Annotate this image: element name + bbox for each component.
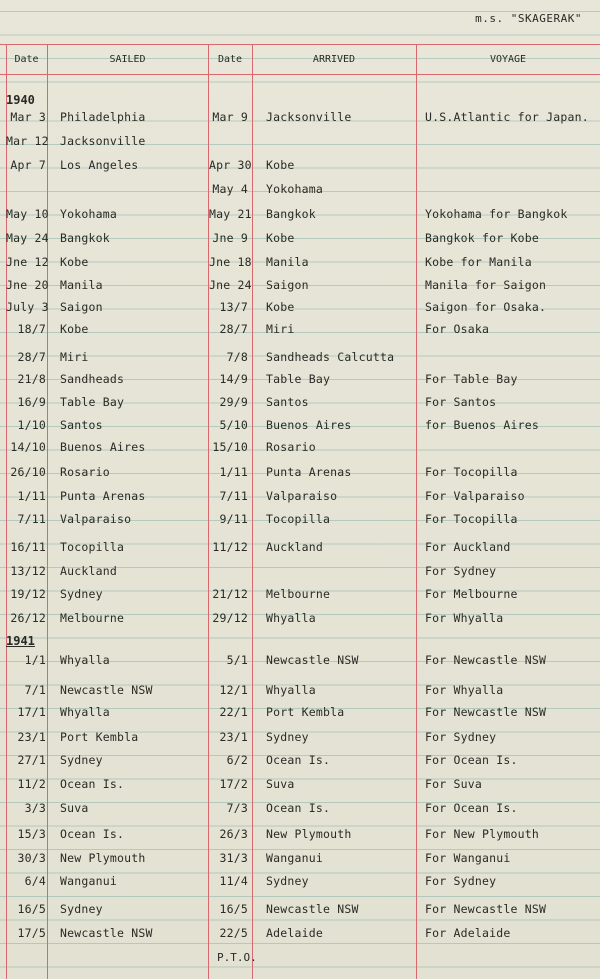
voyage-description: For Tocopilla [425,512,518,526]
sailed-port: Sydney [60,587,103,601]
arrived-port: Sydney [266,730,309,744]
voyage-description: For New Plymouth [425,827,539,841]
year-label: 1941 [6,634,35,648]
arrived-date: Mar 9 [212,110,248,124]
sailed-port: Saigon [60,300,103,314]
sailed-port: Table Bay [60,395,125,409]
arrived-date: 16/5 [219,902,248,916]
voyage-description: For Table Bay [425,372,518,386]
arrived-port: Kobe [266,300,295,314]
sailed-date: 26/12 [10,611,46,625]
sailed-port: Whyalla [60,653,110,667]
sailed-port: Newcastle NSW [60,926,153,940]
sailed-date: 3/3 [24,801,46,815]
sailed-port: Punta Arenas [60,489,146,503]
voyage-description: For Sydney [425,730,497,744]
arrived-date: 29/12 [212,611,248,625]
voyage-description: For Osaka [425,322,490,336]
voyage-description: For Newcastle NSW [425,653,547,667]
arrived-port: Whyalla [266,683,316,697]
arrived-port: Jacksonville [266,110,352,124]
sailed-port: Manila [60,278,103,292]
column-rule [416,44,417,979]
arrived-date: 14/9 [219,372,248,386]
arrived-date: 26/3 [219,827,248,841]
header-bottom-rule [0,74,600,75]
sailed-date: Mar 3 [10,110,46,124]
sailed-port: Auckland [60,564,117,578]
arrived-date: 11/12 [212,540,248,554]
arrived-port: Wanganui [266,851,323,865]
header-top-rule [0,44,600,45]
voyage-description: for Buenos Aires [425,418,539,432]
arrived-port: Saigon [266,278,309,292]
arrived-date: 28/7 [219,322,248,336]
sailed-port: Sydney [60,753,103,767]
arrived-date: 5/1 [226,653,248,667]
header-sailed: SAILED [109,54,146,65]
voyage-description: For Santos [425,395,497,409]
arrived-port: Ocean Is. [266,753,331,767]
sailed-port: Miri [60,350,89,364]
voyage-description: For Whyalla [425,683,504,697]
sailed-port: New Plymouth [60,851,146,865]
sailed-port: Wanganui [60,874,117,888]
sailed-date: 16/5 [17,902,46,916]
arrived-port: Suva [266,777,295,791]
arrived-port: Miri [266,322,295,336]
sailed-date: 23/1 [17,730,46,744]
sailed-port: Santos [60,418,103,432]
arrived-date: 15/10 [212,440,248,454]
sailed-port: Ocean Is. [60,777,125,791]
arrived-date: 5/10 [219,418,248,432]
sailed-port: Kobe [60,322,89,336]
arrived-port: Newcastle NSW [266,653,359,667]
sailed-port: Jacksonville [60,134,146,148]
voyage-description: For Newcastle NSW [425,705,547,719]
arrived-port: Buenos Aires [266,418,352,432]
arrived-date: 21/12 [212,587,248,601]
voyage-description: For Auckland [425,540,511,554]
arrived-port: Sandheads Calcutta [266,350,395,364]
arrived-date: 22/1 [219,705,248,719]
sailed-date: 7/11 [17,512,46,526]
sailed-date: 1/1 [24,653,46,667]
arrived-port: Tocopilla [266,512,331,526]
sailed-date: July 3 [6,300,49,314]
header-date-arrived: Date [217,54,243,65]
sailed-date: 17/5 [17,926,46,940]
sailed-port: Sandheads [60,372,125,386]
voyage-description: For Suva [425,777,482,791]
arrived-port: Ocean Is. [266,801,331,815]
voyage-description: For Whyalla [425,611,504,625]
sailed-port: Whyalla [60,705,110,719]
page-turn-note: P.T.O. [217,951,257,964]
sailed-date: 16/9 [17,395,46,409]
arrived-date: Jne 24 [209,278,252,292]
arrived-date: 7/11 [219,489,248,503]
sailed-port: Port Kembla [60,730,139,744]
voyage-description: For Tocopilla [425,465,518,479]
arrived-date: 22/5 [219,926,248,940]
sailed-date: 27/1 [17,753,46,767]
arrived-port: Valparaiso [266,489,338,503]
arrived-date: 12/1 [219,683,248,697]
arrived-date: 7/8 [226,350,248,364]
sailed-port: Buenos Aires [60,440,146,454]
arrived-date: Jne 9 [212,231,248,245]
voyage-description: For Newcastle NSW [425,902,547,916]
sailed-date: Mar 12 [6,134,49,148]
sailed-date: 26/10 [10,465,46,479]
sailed-date: 16/11 [10,540,46,554]
sailed-port: Sydney [60,902,103,916]
voyage-description: Kobe for Manila [425,255,532,269]
sailed-port: Valparaiso [60,512,132,526]
arrived-port: Kobe [266,231,295,245]
sailed-date: Jne 12 [6,255,49,269]
sailed-date: May 10 [6,207,49,221]
voyage-description: Saigon for Osaka. [425,300,547,314]
arrived-date: 9/11 [219,512,248,526]
arrived-port: Melbourne [266,587,331,601]
arrived-port: Adelaide [266,926,323,940]
sailed-date: 28/7 [17,350,46,364]
sailed-date: May 24 [6,231,49,245]
arrived-port: Santos [266,395,309,409]
voyage-description: For Valparaiso [425,489,525,503]
sailed-port: Rosario [60,465,110,479]
arrived-date: 7/3 [226,801,248,815]
voyage-description: For Sydney [425,874,497,888]
arrived-date: Jne 18 [209,255,252,269]
arrived-date: 13/7 [219,300,248,314]
sailed-date: 7/1 [24,683,46,697]
voyage-description: For Wanganui [425,851,511,865]
arrived-date: 11/4 [219,874,248,888]
arrived-port: Kobe [266,158,295,172]
sailed-port: Ocean Is. [60,827,125,841]
voyage-description: Yokohama for Bangkok [425,207,568,221]
sailed-date: 15/3 [17,827,46,841]
sailed-port: Yokohama [60,207,117,221]
sailed-port: Tocopilla [60,540,125,554]
header-arrived: ARRIVED [312,54,356,65]
voyage-description: Bangkok for Kobe [425,231,539,245]
year-label: 1940 [6,93,35,107]
arrived-date: 17/2 [219,777,248,791]
sailed-date: 13/12 [10,564,46,578]
arrived-port: New Plymouth [266,827,352,841]
arrived-date: Apr 30 [209,158,252,172]
sailed-date: Apr 7 [10,158,46,172]
sailed-date: 11/2 [17,777,46,791]
arrived-date: May 21 [209,207,252,221]
voyage-description: For Sydney [425,564,497,578]
arrived-port: Rosario [266,440,316,454]
arrived-date: 6/2 [226,753,248,767]
arrived-date: May 4 [212,182,248,196]
arrived-date: 23/1 [219,730,248,744]
arrived-port: Manila [266,255,309,269]
sailed-date: 19/12 [10,587,46,601]
sailed-port: Newcastle NSW [60,683,153,697]
arrived-port: Port Kembla [266,705,345,719]
arrived-port: Whyalla [266,611,316,625]
arrived-date: 31/3 [219,851,248,865]
sailed-port: Los Angeles [60,158,139,172]
sailed-port: Bangkok [60,231,110,245]
arrived-port: Bangkok [266,207,316,221]
ship-name: m.s. "SKAGERAK" [475,12,582,25]
sailed-port: Philadelphia [60,110,146,124]
sailed-date: 6/4 [24,874,46,888]
sailed-port: Melbourne [60,611,125,625]
voyage-description: U.S.Atlantic for Japan. [425,110,589,124]
arrived-date: 1/11 [219,465,248,479]
arrived-port: Auckland [266,540,323,554]
arrived-port: Punta Arenas [266,465,352,479]
sailed-date: 14/10 [10,440,46,454]
voyage-description: Manila for Saigon [425,278,547,292]
arrived-port: Table Bay [266,372,331,386]
sailed-date: 21/8 [17,372,46,386]
voyage-description: For Ocean Is. [425,801,518,815]
sailed-date: 1/10 [17,418,46,432]
arrived-port: Sydney [266,874,309,888]
header-voyage: VOYAGE [489,54,527,65]
arrived-date: 29/9 [219,395,248,409]
sailed-port: Kobe [60,255,89,269]
sailed-date: 1/11 [17,489,46,503]
sailed-date: 30/3 [17,851,46,865]
header-date-sailed: Date [14,54,39,65]
sailed-date: Jne 20 [6,278,49,292]
arrived-port: Newcastle NSW [266,902,359,916]
sailed-date: 18/7 [17,322,46,336]
sailed-port: Suva [60,801,89,815]
column-rule [252,44,253,979]
voyage-description: For Melbourne [425,587,518,601]
arrived-port: Yokohama [266,182,323,196]
voyage-description: For Ocean Is. [425,753,518,767]
voyage-description: For Adelaide [425,926,511,940]
sailed-date: 17/1 [17,705,46,719]
